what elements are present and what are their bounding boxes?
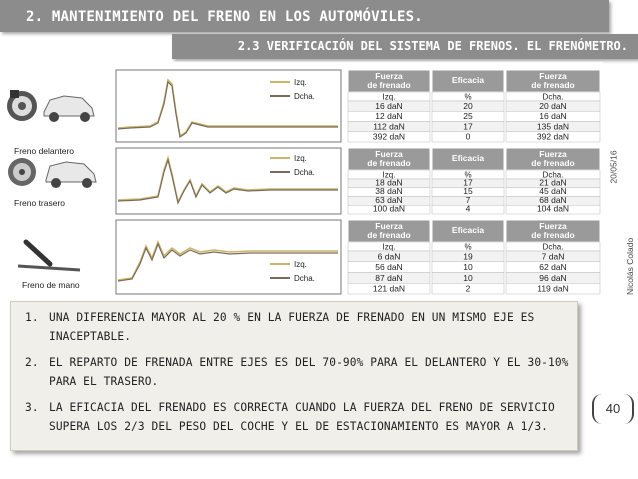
table-cell-text: 121 daN [372,283,406,294]
table-subheader-text: Izq. [382,170,396,180]
table-cell-text: 38 daN [375,186,403,196]
row-label-handbrake: Freno de mano [22,280,80,290]
table-cell-text: 112 daN [373,121,405,132]
force-table [348,148,600,214]
table-cell-text: 20 [463,100,473,111]
table-cell-text: 15 [463,186,473,196]
table-cell-text: 7 daN [541,251,565,262]
handbrake-legend-izq: Izq. [294,260,307,269]
brake-test-figure-svg [0,62,603,298]
table-cell-text: 56 daN [375,262,403,272]
page-number: 40 [592,394,634,424]
table-cell-text: 68 daN [539,194,567,205]
table-cell-text: 2 [465,283,471,294]
table-cell-text: 18 daN [375,177,403,188]
table-header-text: Eficacia [451,75,485,85]
graph-front [116,70,341,142]
slide-subtitle: 2.3 VERIFICACIÓN DEL SISTEMA DE FRENOS. EL FRENÓMETRO. [237,39,628,53]
table-header-text: Fuerza [375,149,403,159]
table-header-text: Fuerza [375,71,403,81]
force-table [348,220,600,294]
table-subheader-text: % [464,92,472,102]
force-table [348,70,600,142]
table-header-text: Fuerza [539,149,567,159]
hand-brake-lever-icon [18,242,80,270]
front-brake-disc-car-icon [7,90,94,122]
table-header-text: Fuerza [375,221,403,231]
slide-date-text: 20/05/16 [608,150,619,184]
slide-author-text: Nicolás Colado [625,237,635,295]
table-cell-text: 7 [465,194,471,205]
table-cell-text: 87 daN [375,272,403,283]
table-cell-text: 17 [463,177,473,188]
table-cell-text: 63 daN [375,194,403,205]
handbrake-legend-dcha: Dcha. [294,274,315,283]
graph-handbrake [116,220,341,294]
table-cell-text: 17 [463,121,473,132]
graph-rear [116,148,341,214]
table-cell-text: 119 daN [537,283,569,294]
front-legend-izq: Izq. [294,78,307,87]
note-item: 2. EL REPARTO DE FRENADA ENTRE EJES ES DEL 70-90% PARA EL DELANTERO Y EL 30-10% PARA EL TRASERO. [25,356,569,388]
table-subheader-text: Izq. [382,92,396,102]
notes-box [10,301,578,451]
row-label-rear: Freno trasero [14,198,66,208]
table-header-text: de frenado [531,158,575,168]
table-cell-text: 4 [465,203,471,214]
slide-title-bar [0,0,609,32]
rear-brake-drum-car-icon [8,158,96,188]
table-cell-text: 392 daN [372,131,406,142]
table-cell-text: 0 [465,131,471,142]
table-cell-text: 62 daN [539,262,567,272]
table-header-text: de frenado [531,230,575,240]
table-cell-text: 96 daN [539,272,567,283]
table-header-text: Fuerza [539,71,567,81]
table-cell-text: 16 daN [539,111,567,121]
table-header-text: Eficacia [451,225,485,235]
slide-title: 2. MANTENIMIENTO DEL FRENO EN LOS AUTOMÓVILES. [26,9,423,25]
table-cell-text: 392 daN [536,131,570,142]
note-item: 1. UNA DIFERENCIA MAYOR AL 20 % EN LA FUERZA DE FRENADO EN UN MISMO EJE ES INACEPTABLE. [25,311,535,343]
table-cell-text: 21 daN [539,177,567,188]
table-subheader-text: Dcha. [542,170,564,180]
table-subheader-text: Dcha. [542,242,564,252]
table-subheader-text: % [464,242,472,252]
table-subheader-text: Dcha. [542,92,564,102]
front-legend-dcha: Dcha. [294,92,315,101]
table-cell-text: 10 [463,272,473,283]
table-header-text: de frenado [367,230,411,240]
table-header-text: de frenado [531,80,575,90]
table-header-text: de frenado [367,80,411,90]
table-cell-text: 135 daN [536,121,570,132]
brake-test-figure [0,62,603,298]
table-cell-text: 10 [463,262,473,272]
row-label-front: Freno delantero [14,146,75,156]
table-header-text: Fuerza [539,221,567,231]
table-cell-text: 16 daN [375,100,403,111]
table-cell-text: 45 daN [539,186,567,196]
table-header-text: de frenado [367,158,411,168]
rear-legend-izq: Izq. [294,154,307,163]
table-cell-text: 100 daN [372,203,406,214]
table-cell-text: 20 daN [539,100,567,111]
table-cell-text: 6 daN [377,251,401,262]
table-cell-text: 12 daN [375,111,403,121]
table-subheader-text: % [464,170,472,180]
force-tables [348,70,600,294]
table-cell-text: 19 [463,251,473,262]
table-cell-text: 25 [463,111,473,121]
table-cell-text: 104 daN [536,203,570,214]
slide-subtitle-bar [172,34,638,59]
table-header-text: Eficacia [451,153,485,163]
table-subheader-text: Izq. [382,242,396,252]
slide-author [620,160,634,300]
note-item: 3. LA EFICACIA DEL FRENADO ES CORRECTA CUANDO LA FUERZA DEL FRENO DE SERVICIO SUPERA LOS 2/3 DEL PESO DEL COCHE Y EL DE ESTACIONAMIENTO ES MAYOR A 1/3. [25,401,555,433]
rear-legend-dcha: Dcha. [294,168,315,177]
